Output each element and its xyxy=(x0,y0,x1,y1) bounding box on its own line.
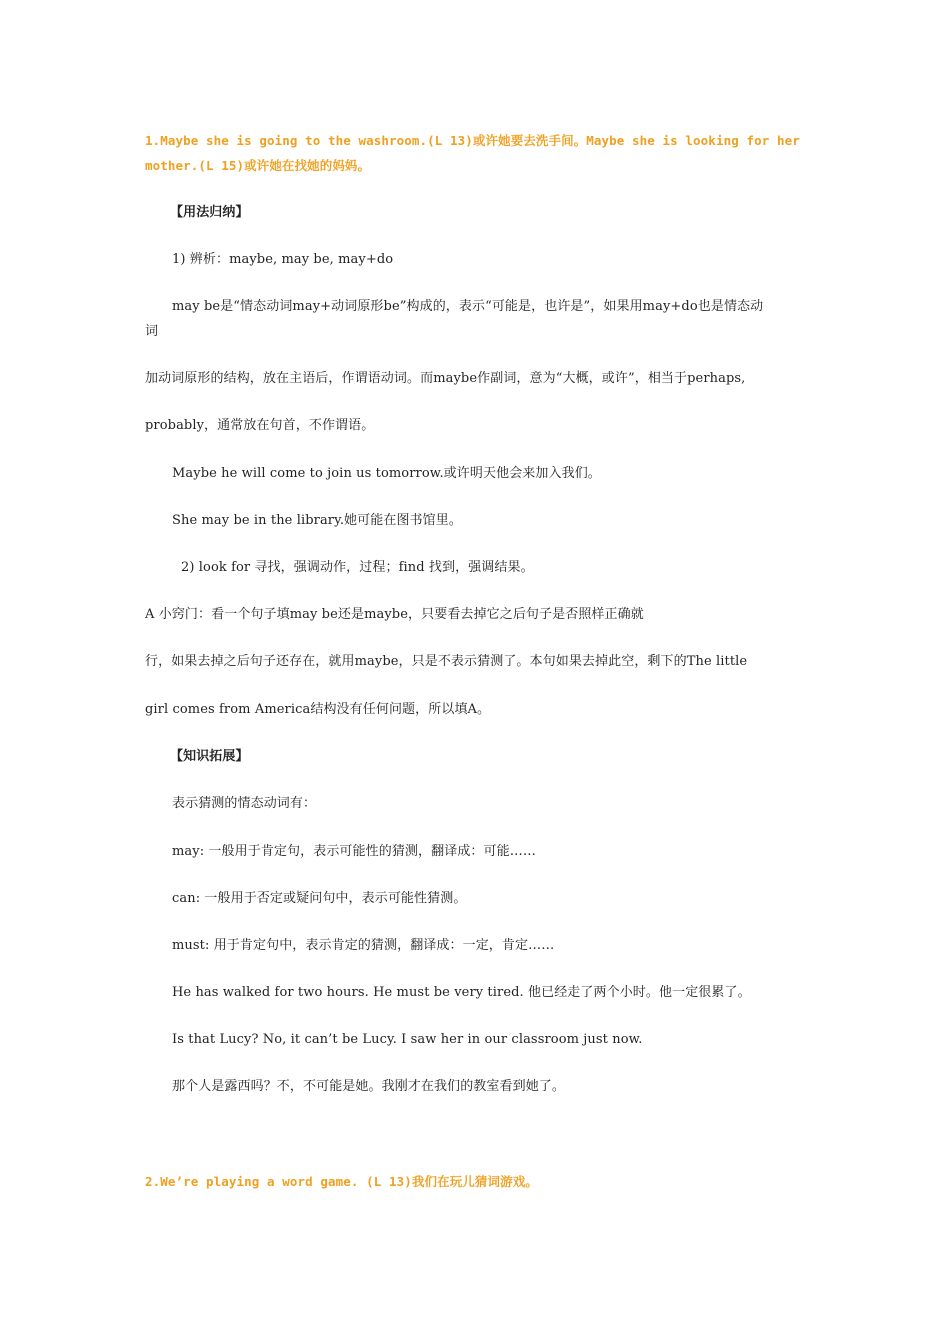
usage-paragraph-line: probably，通常放在句首，不作谓语。 xyxy=(145,418,375,433)
extension-section-label: 【知识拓展】 xyxy=(170,749,249,764)
extension-line: must: 用于肯定句中，表示肯定的猜测，翻译成：一定，肯定…… xyxy=(172,938,555,953)
item1-heading-line1: 1.Maybe she is going to the washroom.(L 13)或许她要去洗手间。Maybe she is looking for her xyxy=(145,133,800,148)
example-sentence: She may be in the library.她可能在图书馆里。 xyxy=(172,513,462,528)
item1-heading-line2: mother.(L 15)或许她在找她的妈妈。 xyxy=(145,158,371,173)
example-sentence: Maybe he will come to join us tomorrow.或许明天他会来加入我们。 xyxy=(172,466,601,481)
usage-paragraph-line: 加动词原形的结构，放在主语后，作谓语动词。而maybe作副词，意为“大概，或许”，相当于perhaps, xyxy=(145,371,746,386)
usage-point-1: 1) 辨析：maybe, may be, may+do xyxy=(172,252,394,267)
usage-point-2: 2) look for 寻找，强调动作，过程；find 找到，强调结果。 xyxy=(181,560,534,575)
usage-paragraph-line: may be是“情态动词may+动词原形be”构成的，表示“可能是，也许是”，如果用may+do也是情态动 xyxy=(172,299,764,314)
usage-section-label: 【用法归纳】 xyxy=(170,205,249,220)
extension-line: may: 一般用于肯定句，表示可能性的猜测，翻译成：可能…… xyxy=(172,844,536,859)
extension-line: can: 一般用于否定或疑问句中，表示可能性猜测。 xyxy=(172,891,467,906)
usage-paragraph-line: 词 xyxy=(145,324,159,339)
tip-paragraph-line: 行，如果去掉之后句子还存在，就用maybe，只是不表示猜测了。本句如果去掉此空，剩下的The little xyxy=(145,654,748,669)
extension-example: 那个人是露西吗？不，不可能是她。我刚才在我们的教室看到她了。 xyxy=(172,1079,566,1094)
extension-example: Is that Lucy? No, it can’t be Lucy. I saw her in our classroom just now. xyxy=(172,1032,643,1047)
item2-heading: 2.We’re playing a word game. (L 13)我们在玩儿猜词游戏。 xyxy=(145,1174,538,1189)
extension-example: He has walked for two hours. He must be very tired. 他已经走了两个小时。他一定很累了。 xyxy=(172,985,751,1000)
extension-line: 表示猜测的情态动词有： xyxy=(172,796,317,811)
tip-paragraph-line: girl comes from America结构没有任何问题，所以填A。 xyxy=(145,702,491,717)
tip-paragraph-line: A 小窍门：看一个句子填may be还是maybe，只要看去掉它之后句子是否照样正确就 xyxy=(145,607,644,622)
